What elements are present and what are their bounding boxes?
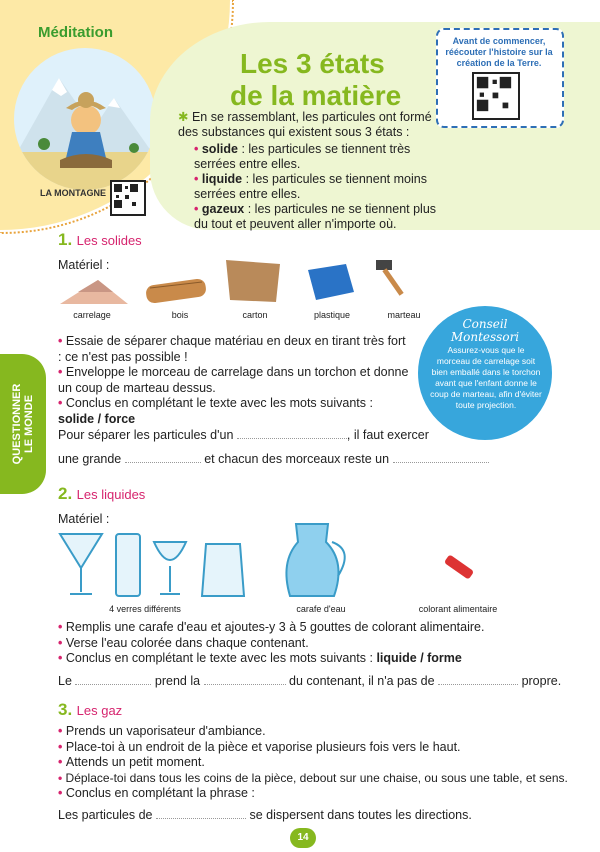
caption-jug: carafe d'eau: [296, 604, 346, 614]
star-icon: ✱: [178, 110, 192, 124]
section1-material-label: Matériel :: [58, 258, 110, 272]
caption-wood: bois: [171, 310, 189, 320]
blank-field[interactable]: [125, 462, 201, 463]
list-item: • Conclus en complétant la phrase :: [58, 786, 255, 800]
side-tab-label: QUESTIONNER LE MONDE: [11, 383, 35, 465]
qr-code-icon[interactable]: [110, 180, 146, 216]
section2-fill-line: Le prend la du contenant, il n'a pas de propre.: [58, 674, 562, 688]
intro-sentence: En se rassemblant, les particules ont formé des substances qui existent sous 3 états :: [178, 110, 432, 139]
page-title-line2: de la matière: [230, 80, 402, 111]
plastic-image: [308, 264, 354, 300]
caption-coloring: colorant alimentaire: [418, 604, 498, 614]
list-item: • Place-toi à un endroit de la pièce et vaporise plusieurs fois vers le haut.: [58, 739, 461, 754]
section3-steps: [58, 724, 598, 802]
blank-field[interactable]: [393, 462, 489, 463]
section1-fill-line1: Pour séparer les particules d'un , il faut exercer: [58, 428, 429, 442]
blank-field[interactable]: [438, 684, 518, 685]
section3-fill-line: Les particules de se dispersent dans toutes les directions.: [58, 808, 472, 822]
qr-box-text: Avant de commencer, réécouter l'histoire sur la création de la Terre.: [445, 36, 553, 68]
meditation-place-label: LA MONTAGNE: [40, 188, 106, 198]
glass-tall-image: [116, 534, 140, 596]
glass-square-image: [202, 544, 244, 596]
section1-steps: [58, 334, 410, 427]
section1-heading: 1. Les solides: [58, 230, 142, 249]
tile-image: [60, 280, 128, 304]
caption-cardboard: carton: [242, 310, 268, 320]
list-item: • Conclus en complétant le texte avec les mots suivants : liquide / forme: [58, 651, 462, 665]
list-item: • Verse l'eau colorée dans chaque contenant.: [58, 635, 309, 650]
section2-heading: 2. Les liquides: [58, 484, 146, 503]
tip-title: Conseil Montessori: [450, 317, 520, 344]
blank-field[interactable]: [237, 438, 347, 439]
glass-cone-image: [60, 534, 102, 594]
list-item: • Enveloppe le morceau de carrelage dans un torchon et donne un coup de marteau dessus.: [58, 365, 409, 395]
section1-fill-line2: une grande et chacun des morceaux reste un: [58, 452, 489, 466]
list-item: • gazeux : les particules ne se tiennent plus du tout et peuvent aller n'importe où.: [194, 202, 437, 231]
list-item: • Attends un petit moment.: [58, 755, 205, 769]
section2-steps: [58, 620, 558, 667]
cardboard-image: [226, 260, 280, 302]
page-title-line1: Les 3 états: [240, 48, 385, 79]
intro-text: [178, 110, 448, 232]
glass-wine-image: [154, 542, 186, 594]
tip-text: Assurez-vous que le morceau de carrelage soit bien emballé dans le torchon avant que l'enfant donne le coup de marteau, afin d'éviter toute projection.: [430, 345, 542, 410]
meditation-illustration: [14, 48, 156, 190]
word-list: solide / force: [58, 411, 136, 426]
section3-heading: 3. Les gaz: [58, 700, 123, 719]
hammer-image: [376, 260, 404, 296]
list-item: • Remplis une carafe d'eau et ajoutes-y 3 à 5 gouttes de colorant alimentaire.: [58, 620, 485, 634]
blank-field[interactable]: [156, 818, 246, 819]
states-list: [178, 142, 448, 232]
section2-material-label: Matériel :: [58, 512, 110, 526]
blank-field[interactable]: [75, 684, 151, 685]
meditation-title: Méditation: [38, 24, 113, 41]
list-item: • Déplace-toi dans tous les coins de la pièce, debout sur une chaise, ou sous une table, et sens.: [58, 770, 568, 785]
list-item: • Prends un vaporisateur d'ambiance.: [58, 724, 266, 738]
qr-code-icon[interactable]: [472, 72, 520, 120]
caption-glasses: 4 verres différents: [109, 604, 181, 614]
caption-tile: carrelage: [73, 310, 111, 320]
food-coloring-image: [444, 554, 474, 579]
page-number: 14: [290, 828, 316, 848]
caption-hammer: marteau: [387, 310, 421, 320]
list-item: • Essaie de séparer chaque matériau en deux en tirant très fort : ce n'est pas possible !: [58, 334, 406, 364]
solids-materials-illustrations: [58, 252, 448, 312]
list-item: • Conclus en complétant le texte avec les mots suivants :: [58, 396, 373, 410]
list-item: • liquide : les particules se tiennent moins serrées entre elles.: [194, 172, 427, 201]
list-item: • solide : les particules se tiennent très serrées entre elles.: [194, 142, 411, 171]
wood-image: [145, 278, 207, 304]
liquids-materials-illustrations: [58, 522, 518, 602]
water-jug-image: [286, 524, 344, 596]
blank-field[interactable]: [204, 684, 286, 685]
caption-plastic: plastique: [313, 310, 351, 320]
